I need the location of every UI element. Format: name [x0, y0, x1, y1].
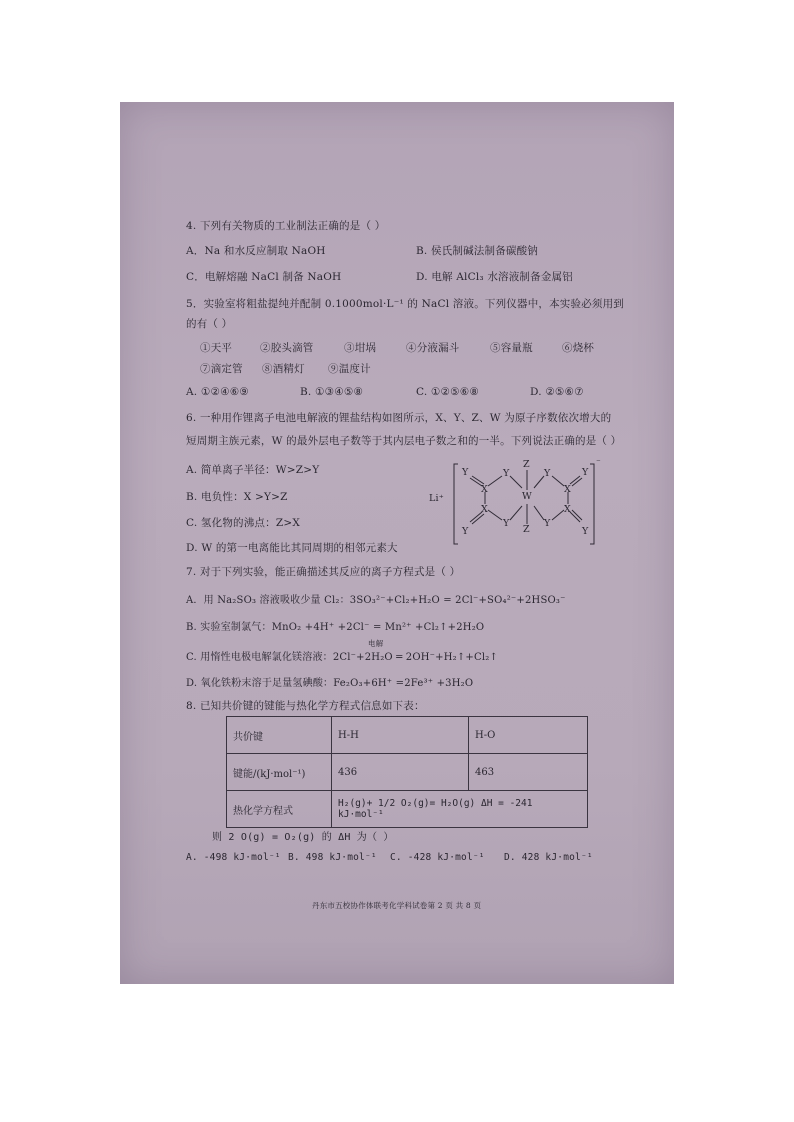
atom-label: Y [503, 518, 510, 529]
q7-electrolysis-condition: 电解 [368, 639, 384, 648]
atom-label: X [564, 484, 571, 495]
bond-energy-table [226, 716, 588, 828]
q4-option-c: C．电解熔融 NaCl 制备 NaOH [186, 271, 342, 283]
q5-stem-line2: 的有（ ） [186, 318, 233, 330]
q8-stem: 8. 已知共价键的键能与热化学方程式信息如下表： [186, 700, 425, 712]
table-cell: 463 [469, 754, 588, 791]
atom-label: Y [544, 468, 551, 479]
atom-label: X [481, 504, 488, 515]
q5-item: ③坩埚 [344, 342, 377, 354]
q5-item: ④分液漏斗 [406, 342, 460, 354]
q5-item: ⑤容量瓶 [490, 342, 533, 354]
atom-label: Y [582, 526, 589, 537]
q6-option-d: D. W 的第一电离能比其同周期的相邻元素大 [186, 542, 398, 554]
atom-label: Y [503, 468, 510, 479]
q5-item: ⑨温度计 [328, 363, 371, 375]
q5-item: ①天平 [200, 342, 233, 354]
atom-label: Y [582, 467, 589, 478]
atom-label: X [564, 504, 571, 515]
table-row [227, 754, 588, 791]
atom-label: Z [523, 459, 530, 470]
q8-option-a: A. -498 kJ·mol⁻¹ [186, 852, 281, 863]
atom-label: W [522, 491, 532, 502]
table-cell: H-H [332, 717, 469, 754]
atom-label: Y [544, 518, 551, 529]
q4-stem: 4. 下列有关物质的工业制法正确的是（ ） [186, 220, 386, 232]
q5-item: ⑦滴定管 [200, 363, 243, 375]
q4-option-d: D. 电解 AlCl₃ 水溶液制备金属铝 [416, 271, 573, 283]
q5-item: ⑧酒精灯 [262, 363, 305, 375]
q6-stem-line2: 短周期主族元素，W 的最外层电子数等于其内层电子数之和的一半。下列说法正确的是（ ） [186, 435, 622, 447]
atom-label: Y [462, 526, 469, 537]
q4-option-a: A．Na 和水反应制取 NaOH [186, 245, 326, 257]
q5-option-b: B. ①③④⑤⑧ [300, 386, 364, 398]
q7-option-b: B. 实验室制氯气：MnO₂ +4H⁺ +2Cl⁻ = Mn²⁺ +Cl₂↑+2H₂O [186, 622, 485, 633]
atom-label: Y [462, 467, 469, 478]
q8-question: 则 2 O(g) = O₂(g) 的 ΔH 为（ ） [212, 832, 394, 843]
table-cell: 436 [332, 754, 469, 791]
li-cation: Li⁺ [429, 493, 444, 504]
table-cell: 共价键 [227, 717, 332, 754]
lithium-salt-structure [430, 460, 600, 550]
q5-stem-line1: 5．实验室将粗盐提纯并配制 0.1000mol·L⁻¹ 的 NaCl 溶液。下列仪器中，本实验必须用到 [186, 298, 625, 310]
q8-option-b: B. 498 kJ·mol⁻¹ [288, 852, 377, 863]
q5-item: ②胶头滴管 [260, 342, 314, 354]
structure-bonds [430, 460, 600, 550]
q8-option-d: D. 428 kJ·mol⁻¹ [504, 852, 593, 863]
q6-option-a: A. 简单离子半径：W>Z>Y [186, 464, 320, 476]
atom-label: X [481, 484, 488, 495]
table-cell: 键能/(kJ·mol⁻¹) [227, 754, 332, 791]
table-cell: H₂(g)+ 1/2 O₂(g)= H₂O(g) ΔH = -241 kJ·mol⁻¹ [332, 791, 588, 828]
page-footer: 丹东市五校协作体联考化学科试卷第 2 页 共 8 页 [312, 901, 482, 910]
q8-option-c: C. -428 kJ·mol⁻¹ [390, 852, 485, 863]
q5-item: ⑥烧杯 [562, 342, 595, 354]
exam-page-photo [120, 102, 674, 984]
q6-option-b: B. 电负性：X >Y>Z [186, 491, 288, 503]
q6-stem-line1: 6. 一种用作锂离子电池电解液的锂盐结构如图所示，X、Y、Z、W 为原子序数依次增大的 [186, 412, 612, 424]
q5-option-d: D. ②⑤⑥⑦ [530, 386, 584, 398]
anion-charge: ⁻ [596, 458, 601, 468]
q6-option-c: C. 氢化物的沸点：Z>X [186, 517, 301, 529]
table-row [227, 717, 588, 754]
table-cell: 热化学方程式 [227, 791, 332, 828]
atom-label: Z [523, 524, 530, 535]
q5-option-a: A. ①②④⑥⑨ [186, 386, 249, 398]
table-cell: H-O [469, 717, 588, 754]
q7-stem: 7. 对于下列实验，能正确描述其反应的离子方程式是（ ） [186, 566, 461, 578]
table-row [227, 791, 588, 828]
q7-option-a: A．用 Na₂SO₃ 溶液吸收少量 Cl₂：3SO₃²⁻+Cl₂+H₂O = 2Cl⁻+SO₄²⁻+2HSO₃⁻ [186, 595, 566, 606]
q7-option-c: C. 用惰性电极电解氯化镁溶液：2Cl⁻+2H₂O ═ 2OH⁻+H₂↑+Cl₂↑ [186, 652, 499, 663]
q4-option-b: B. 侯氏制碱法制备碳酸钠 [416, 245, 538, 257]
q5-option-c: C. ①②⑤⑥⑧ [416, 386, 480, 398]
q7-option-d: D. 氧化铁粉末溶于足量氢碘酸：Fe₂O₃+6H⁺ =2Fe³⁺ +3H₂O [186, 678, 474, 689]
